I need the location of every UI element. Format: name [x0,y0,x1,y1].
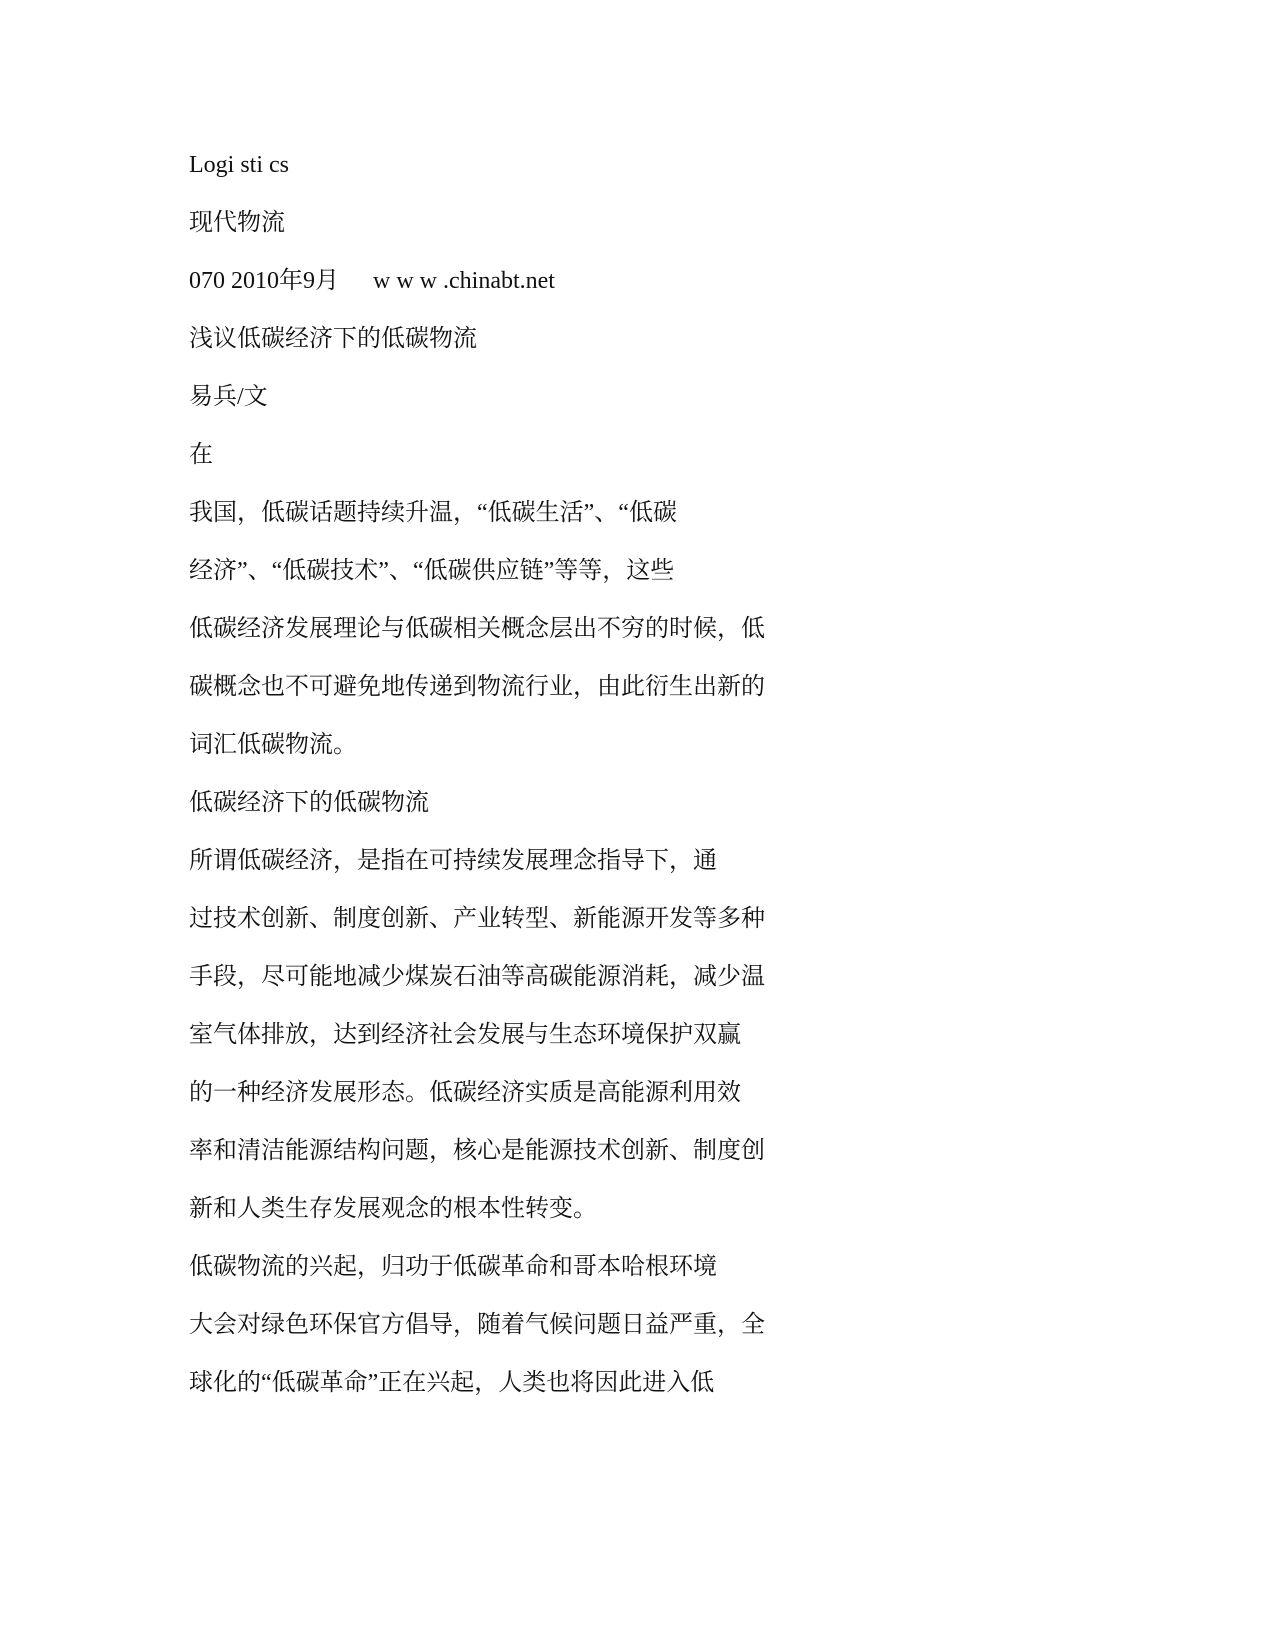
body-line: 大会对绿色环保官方倡导，随着气候问题日益严重，全 [189,1312,765,1338]
body-line: 室气体排放，达到经济社会发展与生态环境保护双赢 [189,1022,741,1048]
body-line: 的一种经济发展形态。低碳经济实质是高能源利用效 [189,1080,741,1106]
body-line: 所谓低碳经济，是指在可持续发展理念指导下，通 [189,848,717,874]
body-line: 低碳物流的兴起，归功于低碳革命和哥本哈根环境 [189,1254,717,1280]
body-line: 碳概念也不可避免地传递到物流行业，由此衍生出新的 [189,674,765,700]
body-line: 我国，低碳话题持续升温，“低碳生活”、“低碳 [189,500,677,526]
journal-chinese-name: 现代物流 [189,210,285,236]
website-url: w w w .chinabt.net [373,268,555,294]
article-byline: 易兵/文 [189,384,268,410]
body-line: 球化的“低碳革命”正在兴起，人类也将因此进入低 [189,1370,715,1396]
journal-english-name: Logi sti cs [189,152,289,178]
issue-date: 070 2010年9月 [189,268,339,294]
body-line: 在 [189,442,213,468]
body-line: 词汇低碳物流。 [189,732,357,758]
body-line: 低碳经济发展理论与低碳相关概念层出不穷的时候，低 [189,616,765,642]
section-heading: 低碳经济下的低碳物流 [189,790,429,816]
body-line: 过技术创新、制度创新、产业转型、新能源开发等多种 [189,906,765,932]
article-title: 浅议低碳经济下的低碳物流 [189,326,477,352]
body-line: 经济”、“低碳技术”、“低碳供应链”等等，这些 [189,558,675,584]
body-line: 率和清洁能源结构问题，核心是能源技术创新、制度创 [189,1138,765,1164]
body-line: 手段，尽可能地减少煤炭石油等高碳能源消耗，减少温 [189,964,765,990]
issue-line [189,266,555,296]
body-line: 新和人类生存发展观念的根本性转变。 [189,1196,597,1222]
